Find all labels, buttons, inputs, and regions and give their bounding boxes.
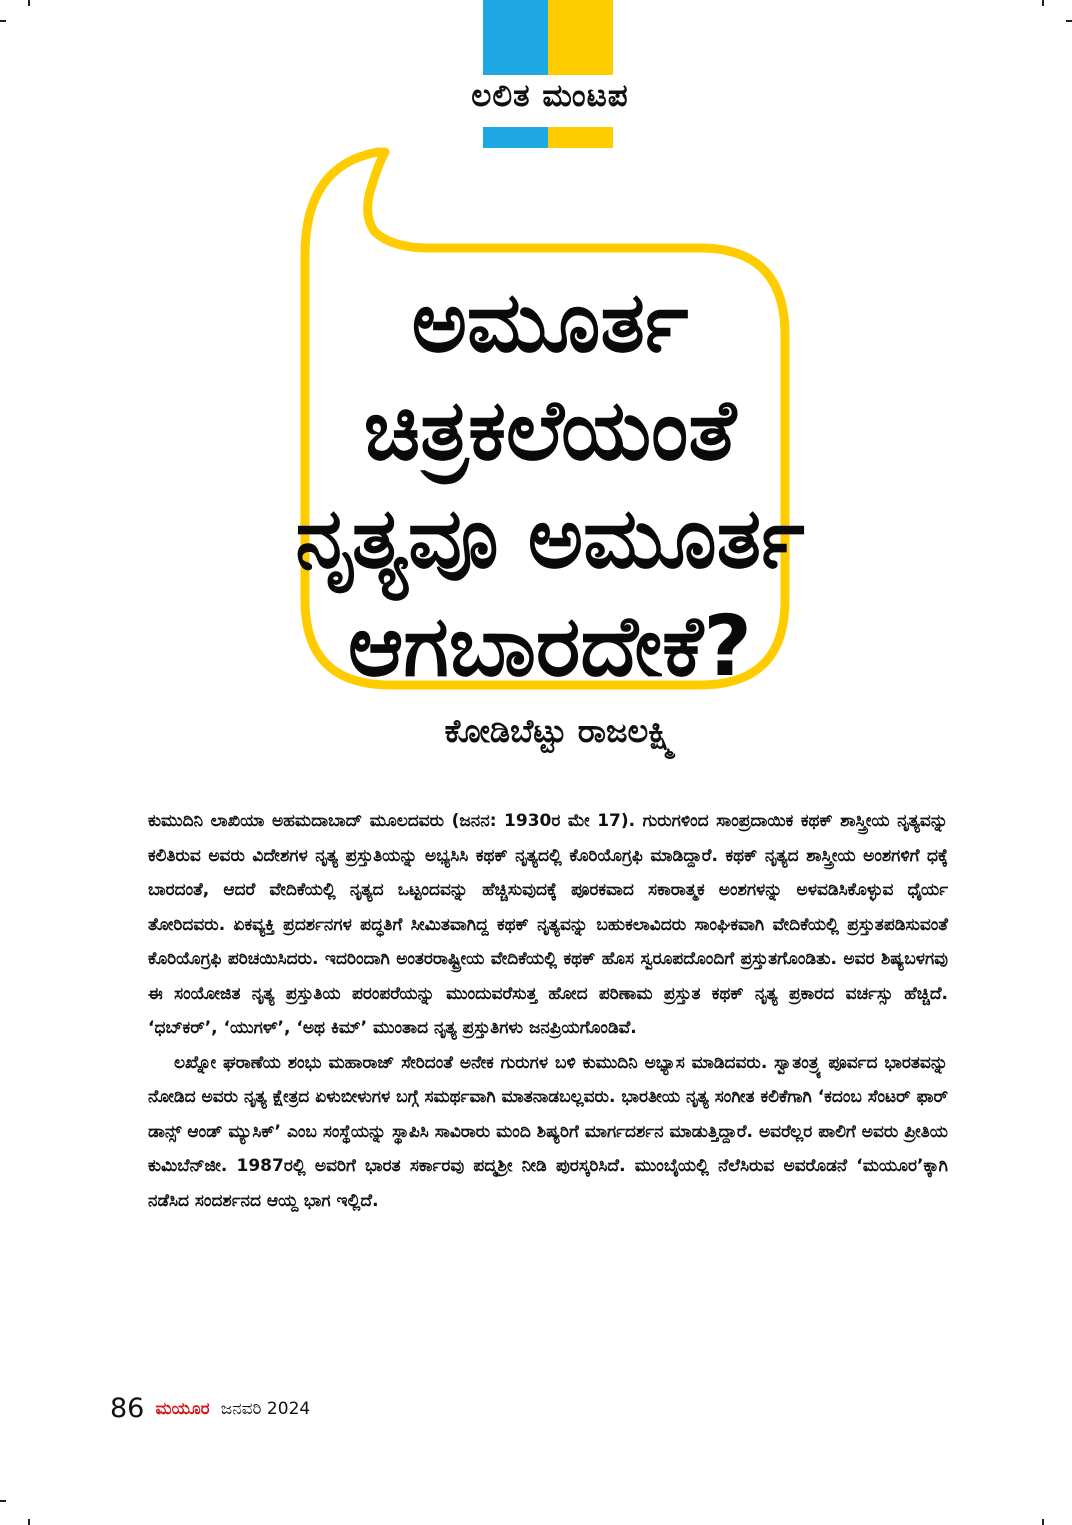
page-footer xyxy=(110,1393,310,1425)
page-number: 86 xyxy=(110,1393,145,1424)
headline xyxy=(180,268,920,700)
issue-date: ಜನವರಿ 2024 xyxy=(220,1398,311,1419)
body-paragraph: ಲಖ್ನೋ ಘರಾಣೆಯ ಶಂಭು ಮಹಾರಾಜ್ ಸೇರಿದಂತೆ ಅನೇಕ ಗುರುಗಳ ಬಳಿ ಕುಮುದಿನಿ ಅಭ್ಯಾಸ ಮಾಡಿದವರು. ಸ್ವಾತಂತ್ರ್ಯ ಪೂರ್ವದ ಭಾರತವನ್ನು ನೋಡಿದ ಅವರು ನೃತ್ಯ ಕ್ಷೇತ್ರದ ಏಳುಬೀಳುಗಳ ಬಗ್ಗೆ ಸಮರ್ಥವಾಗಿ ಮಾತನಾಡಬಲ್ಲವರು. ಭಾರತೀಯ ನೃತ್ಯ ಸಂಗೀತ ಕಲಿಕೆಗಾಗಿ ‘ಕದಂಬ ಸೆಂಟರ್ ಫಾರ್ ಡಾನ್ಸ್ ಆಂಡ್ ಮ್ಯುಸಿಕ್’ ಎಂಬ ಸಂಸ್ಥೆಯನ್ನು ಸ್ಥಾಪಿಸಿ ಸಾವಿರಾರು ಮಂದಿ ಶಿಷ್ಯರಿಗೆ ಮಾರ್ಗದರ್ಶನ ಮಾಡುತ್ತಿದ್ದಾರೆ. ಅವರೆಲ್ಲರ ಪಾಲಿಗೆ ಅವರು ಪ್ರೀತಿಯ ಕುಮಿಬೆನ್‌ಜೀ. 1987ರಲ್ಲಿ ಅವರಿಗೆ ಭಾರತ ಸರ್ಕಾರವು ಪದ್ಮಶ್ರೀ ನೀಡಿ ಪುರಸ್ಕರಿಸಿದೆ. ಮುಂಬೈಯಲ್ಲಿ ನೆಲೆಸಿರುವ ಅವರೊಡನೆ ‘ಮಯೂರ’ಕ್ಕಾಗಿ ನಡೆಸಿದ ಸಂದರ್ಶನದ ಆಯ್ದ ಭಾಗ ಇಲ್ಲಿದೆ. xyxy=(148,1052,948,1211)
body-paragraph: ಕುಮುದಿನಿ ಲಾಖಿಯಾ ಅಹಮದಾಬಾದ್ ಮೂಲದವರು (ಜನನ: 1930ರ ಮೇ 17). ಗುರುಗಳಿಂದ ಸಾಂಪ್ರದಾಯಿಕ ಕಥಕ್ ಶಾಸ್ತ್ರೀಯ ನೃತ್ಯವನ್ನು ಕಲಿತಿರುವ ಅವರು ವಿದೇಶಗಳ ನೃತ್ಯ ಪ್ರಸ್ತುತಿಯನ್ನು ಅಭ್ಯಸಿಸಿ ಕಥಕ್ ನೃತ್ಯದಲ್ಲಿ ಕೊರಿಯೊಗ್ರಫಿ ಮಾಡಿದ್ದಾರೆ. ಕಥಕ್ ನೃತ್ಯದ ಶಾಸ್ತ್ರೀಯ ಅಂಶಗಳಿಗೆ ಧಕ್ಕೆ ಬಾರದಂತೆ, ಆದರೆ ವೇದಿಕೆಯಲ್ಲಿ ನೃತ್ಯದ ಒಟ್ಟಂದವನ್ನು ಹೆಚ್ಚಿಸುವುದಕ್ಕೆ ಪೂರಕವಾದ ಸಕಾರಾತ್ಮಕ ಅಂಶಗಳನ್ನು ಅಳವಡಿಸಿಕೊಳ್ಳುವ ಧೈರ್ಯ ತೋರಿದವರು. ಏಕವ್ಯಕ್ತಿ ಪ್ರದರ್ಶನಗಳ ಪದ್ಧತಿಗೆ ಸೀಮಿತವಾಗಿದ್ದ ಕಥಕ್ ನೃತ್ಯವನ್ನು ಬಹುಕಲಾವಿದರು ಸಾಂಘಿಕವಾಗಿ ವೇದಿಕೆಯಲ್ಲಿ ಪ್ರಸ್ತುತಪಡಿಸುವಂತೆ ಕೊರಿಯೊಗ್ರಫಿ ಪರಿಚಯಿಸಿದರು. ಇದರಿಂದಾಗಿ ಅಂತರರಾಷ್ಟ್ರೀಯ ವೇದಿಕೆಯಲ್ಲಿ ಕಥಕ್ ಹೊಸ ಸ್ವರೂಪದೊಂದಿಗೆ ಪ್ರಸ್ತುತಗೊಂಡಿತು. ಅವರ ಶಿಷ್ಯಬಳಗವು ಈ ಸಂಯೋಜಿತ ನೃತ್ಯ ಪ್ರಸ್ತುತಿಯ ಪರಂಪರೆಯನ್ನು ಮುಂದುವರೆಸುತ್ತ ಹೋದ ಪರಿಣಾಮ ಪ್ರಸ್ತುತ ಕಥಕ್ ನೃತ್ಯ ಪ್ರಕಾರದ ವರ್ಚಸ್ಸು ಹೆಚ್ಚಿದೆ. ‘ಧಬ್‌ಕರ್’, ‘ಯುಗಳ್’, ‘ಅಥ ಕಿಮ್’ ಮುಂತಾದ ನೃತ್ಯ ಪ್ರಸ್ತುತಿಗಳು ಜನಪ್ರಿಯಗೊಂಡಿವೆ. xyxy=(148,811,948,1038)
article-body xyxy=(148,804,948,1218)
crop-mark xyxy=(1042,1519,1044,1525)
headline-line: ಆಗಬಾರದೇಕೆ? xyxy=(347,597,753,695)
crop-mark xyxy=(0,1500,6,1502)
headline-line: ಅಮೂರ್ತ xyxy=(411,273,689,371)
magazine-logo: ಮಯೂರ xyxy=(155,1398,210,1419)
section-title: ಲಲಿತ ಮಂಟಪ xyxy=(471,78,629,114)
headline-line: ಚಿತ್ರಕಲೆಯಂತೆ xyxy=(363,381,737,479)
crop-mark xyxy=(28,1519,30,1525)
headline-line: ನೃತ್ಯವೂ ಅಮೂರ್ತ xyxy=(295,489,805,587)
author-byline: ಕೋಡಿಬೆಟ್ಟು ರಾಜಲಕ್ಷ್ಮಿ xyxy=(444,712,676,750)
